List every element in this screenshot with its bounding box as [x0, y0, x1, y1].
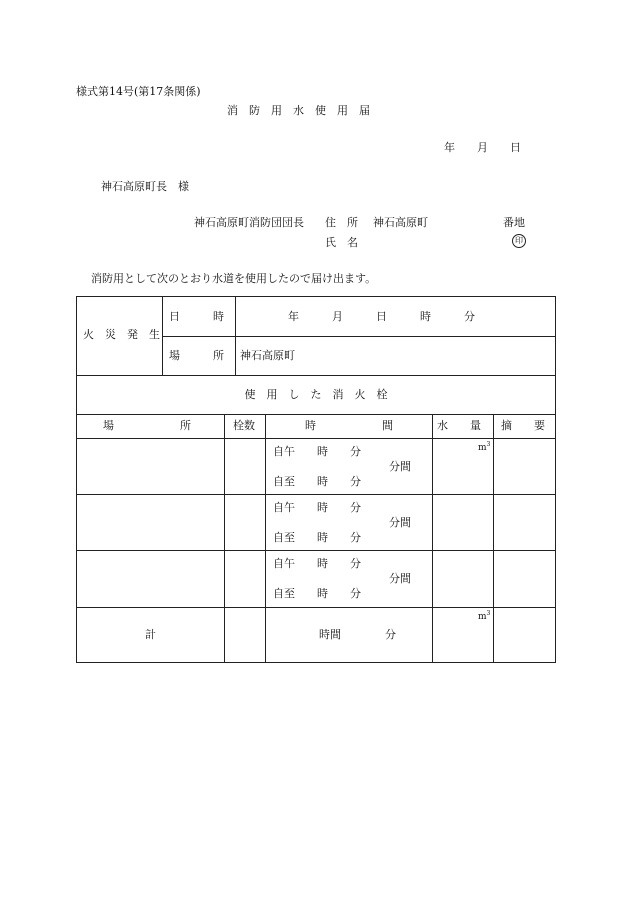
fire-datetime-value: 年 月 日 時 分: [288, 310, 475, 323]
fire-place-label: 場 所: [169, 349, 224, 362]
form-title: 消 防 用 水 使 用 届: [227, 104, 370, 117]
fire-place-value: 神石高原町: [240, 349, 295, 362]
col-header-time: 時 間: [305, 419, 393, 432]
hydrant-section-title: 使 用 し た 消 火 栓: [244, 388, 388, 401]
intro-text: 消防用として次のとおり水道を使用したので届け出ます。: [91, 272, 377, 285]
applicant-org: 神石高原町消防団団長: [194, 216, 304, 229]
total-unit: $m^3$: [478, 610, 491, 622]
col-header-place: 場 所: [103, 419, 191, 432]
date-line: 年 月 日: [444, 141, 521, 154]
row2-end: 自至 時 分: [273, 531, 361, 544]
row1-end: 自至 時 分: [273, 475, 361, 488]
row2-minutes: 分間: [389, 516, 411, 529]
fire-label: 火災発生: [83, 328, 171, 341]
row3-start: 自午 時 分: [273, 557, 361, 570]
address-label: 住 所: [325, 216, 358, 229]
address-value: 神石高原町: [373, 216, 428, 229]
row1-minutes: 分間: [389, 460, 411, 473]
usage-table: [76, 296, 556, 663]
address-suffix: 番地: [503, 216, 525, 229]
addressee: 神石高原町長 様: [101, 180, 189, 193]
name-label: 氏 名: [325, 236, 358, 249]
form-number: 様式第14号(第17条関係): [76, 85, 201, 98]
row2-start: 自午 時 分: [273, 501, 361, 514]
row3-minutes: 分間: [389, 572, 411, 585]
row1-start: 自午 時 分: [273, 445, 361, 458]
total-time: 時間 分: [319, 628, 396, 641]
row3-end: 自至 時 分: [273, 587, 361, 600]
col-header-count: 栓数: [233, 419, 255, 432]
col-header-volume: 水 量: [437, 419, 481, 432]
seal-icon: 印: [512, 234, 526, 248]
col-header-remarks: 摘 要: [501, 419, 545, 432]
fire-datetime-label: 日 時: [169, 310, 224, 323]
total-label: 計: [145, 628, 156, 641]
row1-unit: $m^3$: [478, 441, 491, 453]
